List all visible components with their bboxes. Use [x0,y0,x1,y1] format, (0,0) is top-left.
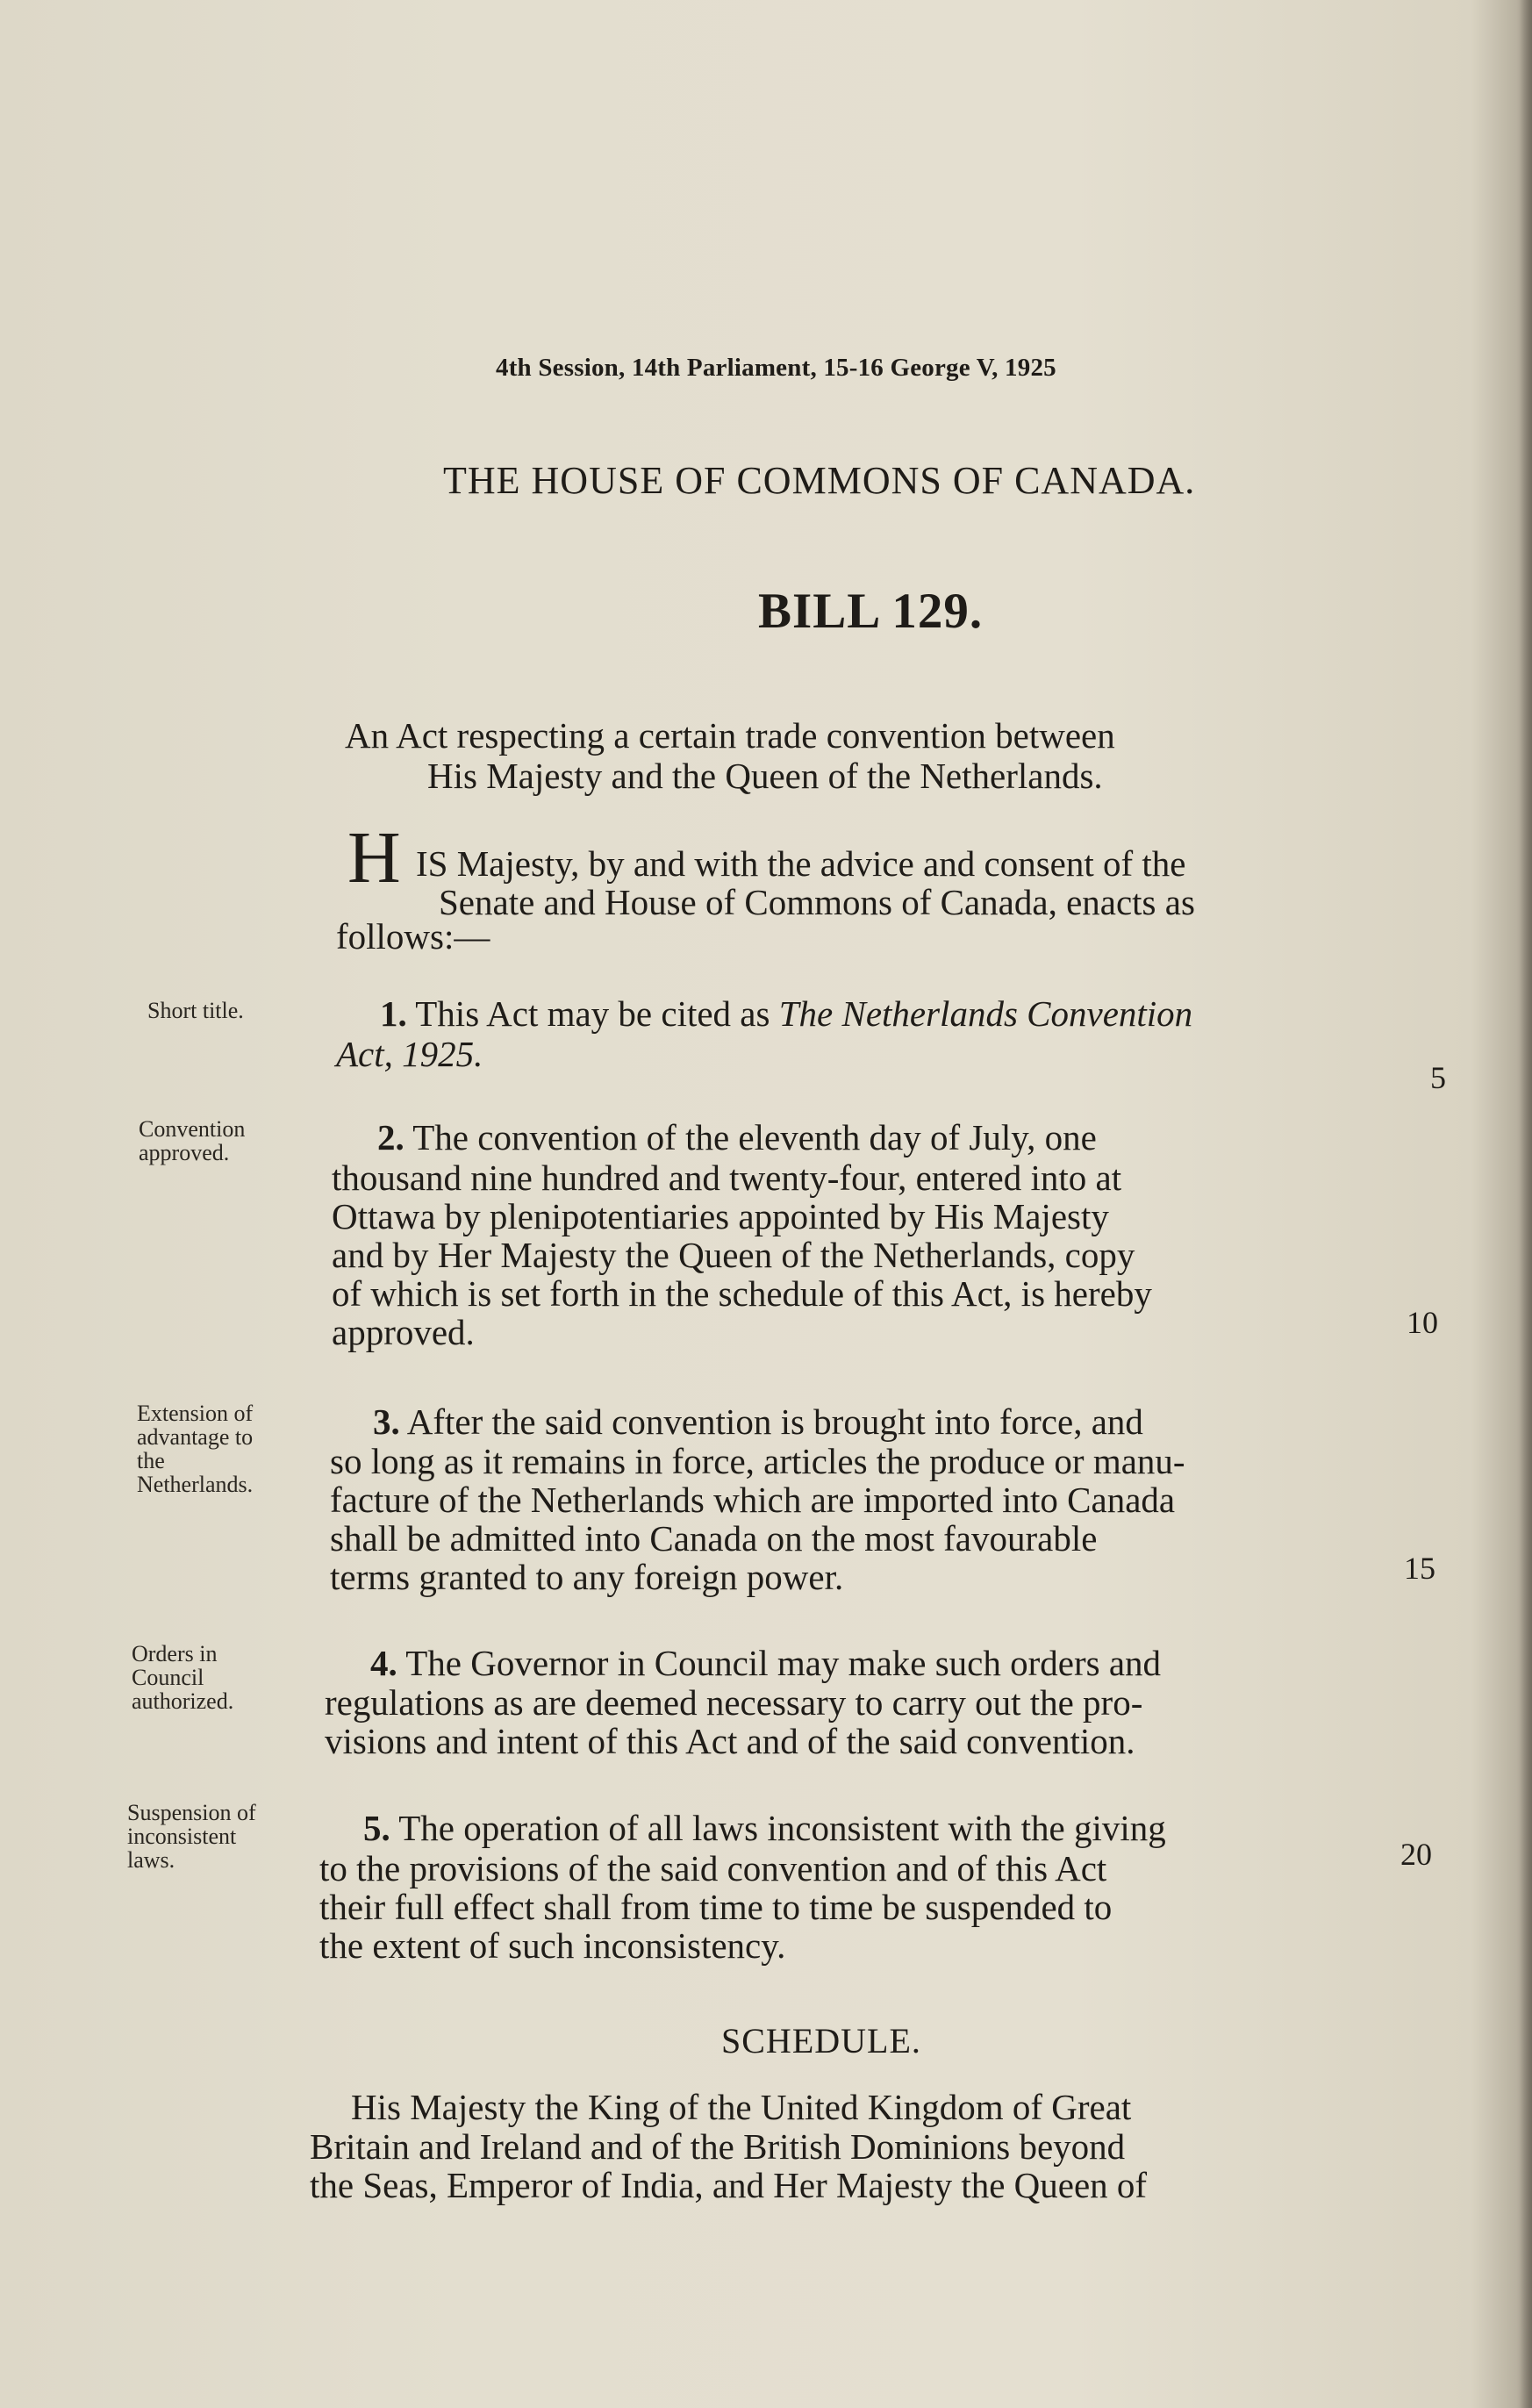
section-2-line-5: of which is set forth in the schedule of this Act, is hereby [332,1273,1152,1314]
section-3-line-5: terms granted to any foreign power. [330,1557,844,1597]
enacting-clause-line-3: follows:— [336,916,490,957]
section-3-line-3: facture of the Netherlands which are imported into Canada [330,1480,1176,1520]
section-2-line-1 [377,1118,1097,1157]
margin-note-suspension [127,1801,256,1872]
section-5-text: The operation of all laws inconsistent with the giving [398,1808,1166,1848]
schedule-line-3: the Seas, Emperor of India, and Her Majesty the Queen of [310,2165,1148,2205]
margin-note-line: the [137,1448,165,1473]
section-2-line-6: approved. [332,1312,475,1352]
schedule-line-1: His Majesty the King of the United Kingdom of Great [351,2087,1132,2127]
section-1-line-1 [380,994,1192,1034]
margin-note-line: laws. [127,1847,175,1873]
drop-cap-letter: H [347,817,401,899]
margin-note-orders [132,1642,233,1713]
section-4-text: The Governor in Council may make such orders and [405,1643,1162,1683]
margin-note-short-title [147,999,244,1022]
margin-note-line: approved. [139,1140,230,1165]
margin-note-line: Convention [139,1116,246,1142]
margin-note-line: Netherlands. [137,1472,254,1497]
enacting-clause-line-1: IS Majesty, by and with the advice and consent of the [416,843,1186,884]
enacting-clause-line-2: Senate and House of Commons of Canada, enacts as [439,882,1195,922]
section-5-line-2: to the provisions of the said convention and of this Act [319,1848,1107,1888]
section-number: 5. [363,1808,390,1848]
margin-note-line: advantage to [137,1424,254,1450]
margin-note-convention-approved [139,1117,245,1165]
section-3-line-1 [373,1402,1143,1442]
bill-number: BILL 129. [758,584,984,639]
section-number: 3. [373,1401,400,1442]
section-2-line-3: Ottawa by plenipotentiaries appointed by His Majesty [332,1196,1109,1236]
page-edge-shadow [1520,0,1532,2408]
line-number: 5 [1430,1060,1446,1095]
margin-note-line: Council [132,1665,204,1690]
margin-note-line: Suspension of [127,1800,256,1825]
line-number: 10 [1407,1305,1438,1340]
margin-note-line: inconsistent [127,1824,237,1849]
section-number: 1. [380,993,407,1034]
section-4-line-1 [370,1644,1161,1683]
section-1-text: This Act may be cited as The Netherlands Convention [415,993,1193,1034]
section-number: 4. [370,1643,397,1683]
section-1-line-2 [336,1035,483,1074]
section-number: 2. [377,1117,404,1157]
house-title: THE HOUSE OF COMMONS OF CANADA. [443,459,1196,502]
section-3-line-4: shall be admitted into Canada on the most favourable [330,1518,1098,1559]
margin-note-line: Short title. [147,998,244,1023]
section-2-line-4: and by Her Majesty the Queen of the Netherlands, copy [332,1235,1135,1275]
section-2-line-2: thousand nine hundred and twenty-four, entered into at [332,1157,1122,1198]
margin-note-line: authorized. [132,1688,234,1714]
section-4-line-2: regulations as are deemed necessary to carry out the pro- [325,1682,1143,1723]
section-5-line-1 [363,1809,1166,1848]
margin-note-extension [137,1401,253,1496]
act-description-line-1: An Act respecting a certain trade convention between [345,715,1115,756]
section-1-short-title-year: Act, 1925. [336,1034,483,1074]
act-description-line-2: His Majesty and the Queen of the Netherlands. [427,756,1103,796]
margin-note-line: Orders in [132,1641,218,1666]
section-2-text: The convention of the eleventh day of July, one [412,1117,1097,1157]
line-number: 20 [1400,1837,1432,1872]
line-number: 15 [1404,1551,1435,1586]
session-line: 4th Session, 14th Parliament, 15-16 George V, 1925 [496,354,1056,382]
margin-note-line: Extension of [137,1401,254,1426]
section-3-line-2: so long as it remains in force, articles the produce or manu- [330,1441,1185,1481]
section-4-line-3: visions and intent of this Act and of the said convention. [325,1721,1135,1761]
schedule-heading: SCHEDULE. [721,2021,921,2060]
schedule-line-2: Britain and Ireland and of the British Dominions beyond [310,2126,1126,2167]
section-5-line-3: their full effect shall from time to time be suspended to [319,1887,1113,1927]
section-5-line-4: the extent of such inconsistency. [319,1925,786,1966]
section-3-text: After the said convention is brought into force, and [406,1401,1143,1442]
section-1-short-title: The Netherlands Convention [778,993,1193,1034]
